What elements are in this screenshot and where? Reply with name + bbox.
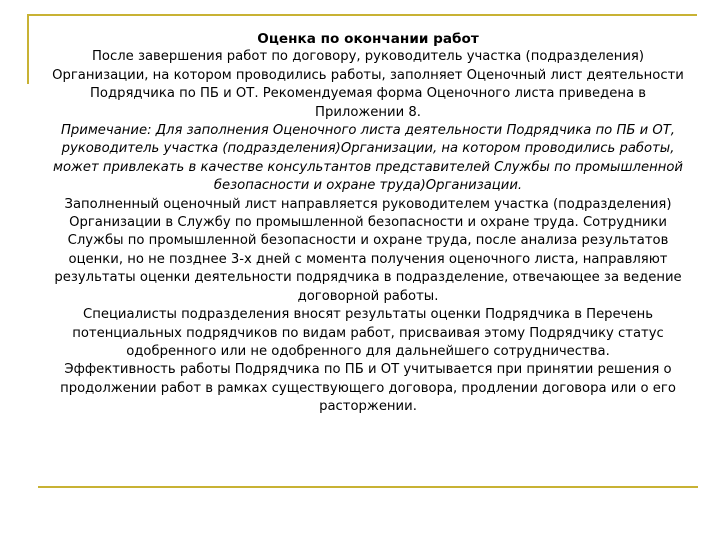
accent-vertical-line: [27, 14, 29, 84]
note-paragraph: Примечание: Для заполнения Оценочного листа деятельности Подрядчика по ПБ и ОТ, руководитель участка (подразделения)Организации, на котором проводились работы, может привлекать в качестве консультантов представителей Службы по промышленной безопасности и охране труда)Организации.: [53, 123, 683, 194]
paragraph-effectiveness: Эффективность работы Подрядчика по ПБ и ОТ учитывается при принятии решения о продолжении работ в рамках существующего договора, продлении договора или о его расторжении.: [60, 362, 676, 415]
paragraph-completion: После завершения работ по договору, руководитель участка (подразделения) Организации, на котором проводились работы, заполняет Оценочный лист деятельности Подрядчика по ПБ и ОТ. Рекомендуемая форма Оценочного листа приведена в Приложении 8.: [52, 49, 684, 120]
slide-title: Оценка по окончании работ: [257, 31, 479, 47]
accent-bottom-line: [38, 486, 698, 488]
paragraph-submission: Заполненный оценочный лист направляется руководителем участка (подразделения) Организации в Службу по промышленной безопасности и охране труда. Сотрудники Службы по промышленной безопасности и охране труда, после анализа результатов оценки, но не позднее 3-х дней с момента получения оценочного листа, направляют результаты оценки деятельности подрядчика в подразделение, отвечающее за ведение договорной работы.: [54, 196, 682, 304]
slide-content: [48, 30, 688, 417]
accent-top-line: [27, 14, 697, 16]
paragraph-specialists: Специалисты подразделения вносят результаты оценки Подрядчика в Перечень потенциальных подрядчиков по видам работ, присваивая этому Подрядчику статус одобренного или не одобренного для дальнейшего сотрудничества.: [72, 307, 664, 359]
